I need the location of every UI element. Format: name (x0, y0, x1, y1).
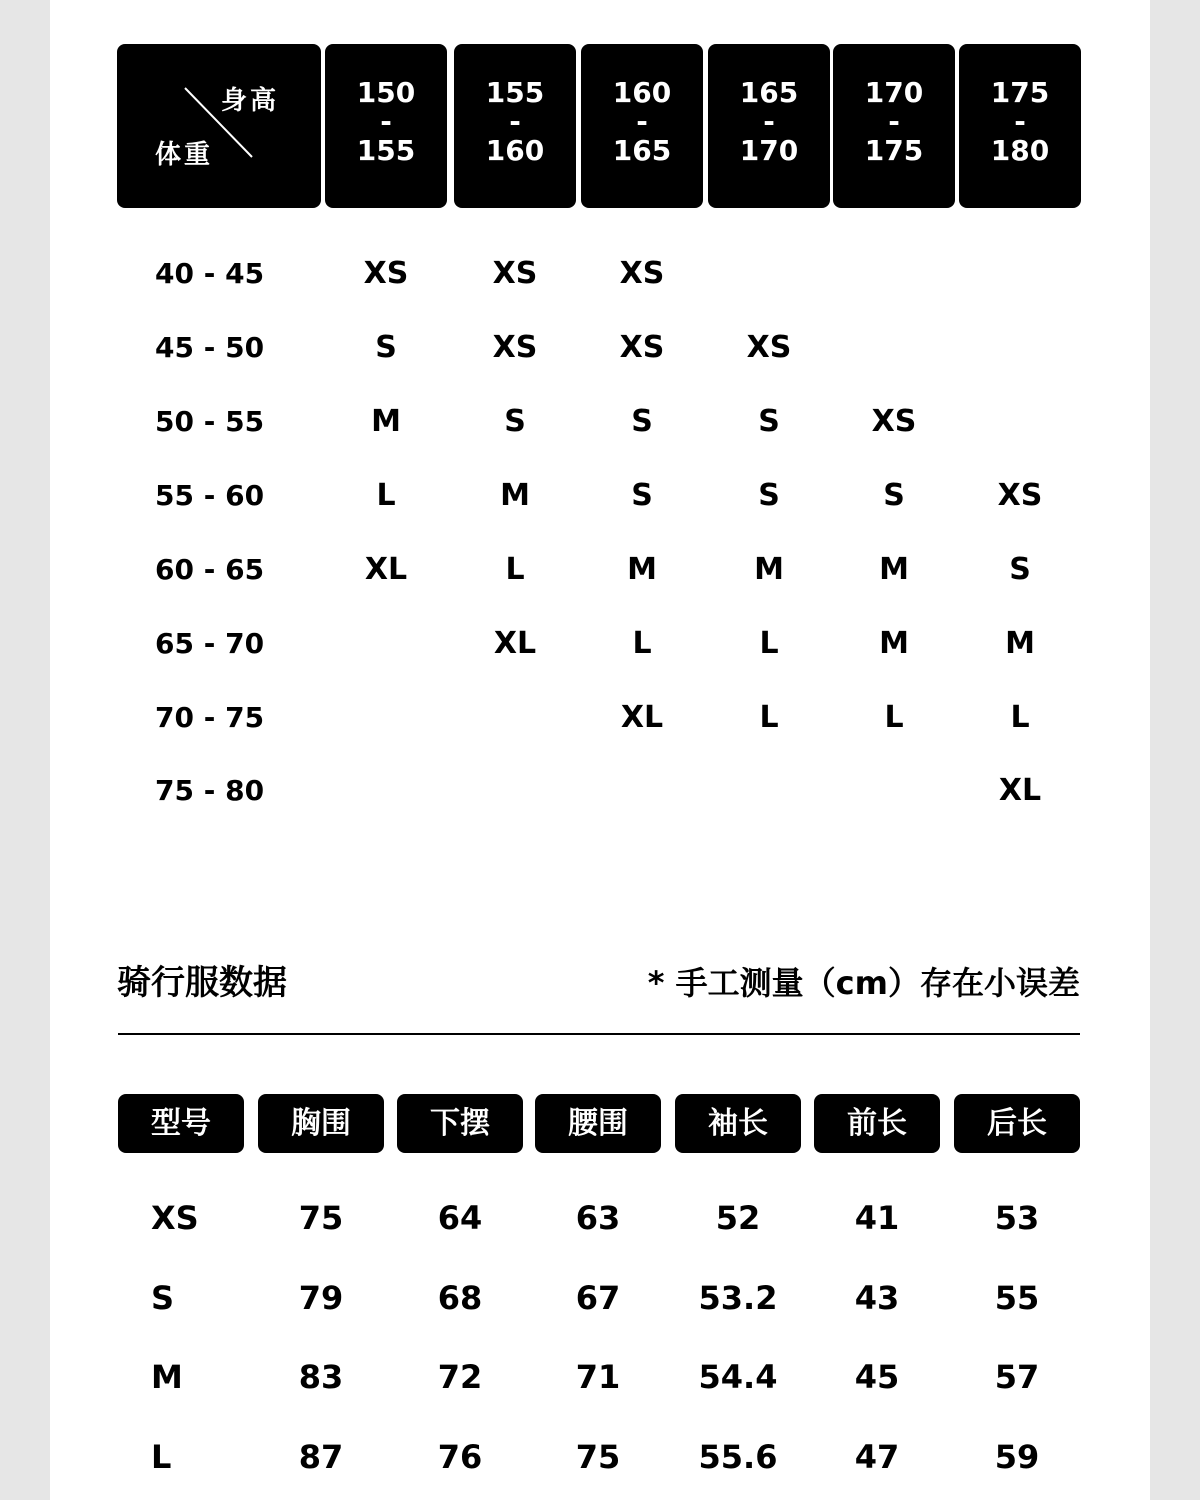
height-column-header (708, 44, 830, 208)
size-chart-row (117, 328, 1081, 368)
measurement-cell: 52 (715, 1199, 761, 1237)
height-range-end: 170 (739, 134, 799, 167)
height-weight-corner-cell (117, 44, 321, 208)
measurement-row (0, 1196, 1200, 1240)
height-range-start: 165 (739, 76, 799, 109)
size-cell: M (879, 552, 909, 587)
size-chart-header-row (117, 44, 1081, 208)
weight-label: 体重 (155, 140, 214, 170)
size-cell: S (758, 404, 780, 439)
measurement-cell: 53.2 (698, 1279, 778, 1317)
size-cell: XS (746, 330, 792, 365)
measurement-row (0, 1276, 1200, 1320)
height-range-start: 150 (356, 76, 416, 109)
height-range-separator: - (1014, 105, 1026, 138)
size-chart-row (117, 402, 1081, 442)
height-range-end: 175 (864, 134, 924, 167)
size-cell: M (627, 552, 657, 587)
measurement-cell: 76 (437, 1438, 483, 1476)
weight-range: 75 - 80 (155, 774, 265, 807)
height-range-start: 175 (990, 76, 1050, 109)
measurement-cell: 79 (298, 1279, 344, 1317)
size-cell: XS (492, 330, 538, 365)
measurement-cell: 47 (854, 1438, 900, 1476)
measurement-row (0, 1435, 1200, 1479)
size-cell: M (500, 478, 530, 513)
measurement-cell: 75 (575, 1438, 621, 1476)
size-cell: L (632, 626, 652, 661)
height-column-header (325, 44, 447, 208)
size-cell: L (759, 626, 779, 661)
weight-range: 50 - 55 (155, 405, 265, 438)
size-cell: XS (492, 256, 538, 291)
size-chart-row (117, 698, 1081, 738)
height-range-start: 155 (485, 76, 545, 109)
size-cell: S (883, 478, 905, 513)
measurement-cell: 57 (994, 1358, 1040, 1396)
height-range-separator: - (888, 105, 900, 138)
measurement-header-waist: 腰围 (535, 1094, 661, 1153)
height-range-end: 155 (356, 134, 416, 167)
size-chart-row (117, 476, 1081, 516)
measurement-cell: 63 (575, 1199, 621, 1237)
measurement-cell: 71 (575, 1358, 621, 1396)
height-range-end: 160 (485, 134, 545, 167)
measurement-row (0, 1355, 1200, 1399)
size-cell: XS (619, 256, 665, 291)
size-cell: XS (619, 330, 665, 365)
size-cell: L (376, 478, 396, 513)
weight-range: 60 - 65 (155, 553, 265, 586)
size-cell: L (759, 700, 779, 735)
measurement-cell: 72 (437, 1358, 483, 1396)
height-label: 身高 (221, 86, 280, 116)
size-cell: S (758, 478, 780, 513)
size-cell: S (375, 330, 397, 365)
height-column-header (959, 44, 1081, 208)
measurement-header-front-length: 前长 (814, 1094, 940, 1153)
diagonal-divider (117, 44, 321, 208)
size-cell: S (631, 404, 653, 439)
measurement-cell: 87 (298, 1438, 344, 1476)
measurement-cell: 75 (298, 1199, 344, 1237)
measurement-cell: 41 (854, 1199, 900, 1237)
height-range-start: 160 (612, 76, 672, 109)
measurement-cell: XS (151, 1199, 199, 1237)
measurement-cell: 55 (994, 1279, 1040, 1317)
weight-range: 45 - 50 (155, 331, 265, 364)
height-range-separator: - (509, 105, 521, 138)
measurement-header-chest: 胸围 (258, 1094, 384, 1153)
size-chart-row (117, 624, 1081, 664)
height-range-start: 170 (864, 76, 924, 109)
measurement-cell: 45 (854, 1358, 900, 1396)
size-cell: XL (620, 700, 664, 735)
height-column-header (581, 44, 703, 208)
size-cell: M (371, 404, 401, 439)
measurement-cell: 43 (854, 1279, 900, 1317)
size-cell: M (754, 552, 784, 587)
measurement-header-hem: 下摆 (397, 1094, 523, 1153)
size-cell: L (505, 552, 525, 587)
height-range-end: 165 (612, 134, 672, 167)
height-column-header (833, 44, 955, 208)
measurement-header-sleeve: 袖长 (675, 1094, 801, 1153)
measurement-header-back-length: 后长 (954, 1094, 1080, 1153)
measurement-note: * 手工测量（cm）存在小误差 (647, 964, 1080, 1002)
height-range-separator: - (763, 105, 775, 138)
section-divider (118, 1033, 1080, 1035)
size-cell: L (884, 700, 904, 735)
measurement-cell: 67 (575, 1279, 621, 1317)
size-cell: S (1009, 552, 1031, 587)
weight-range: 40 - 45 (155, 257, 265, 290)
measurement-cell: 55.6 (698, 1438, 778, 1476)
size-cell: XL (493, 626, 537, 661)
weight-range: 55 - 60 (155, 479, 265, 512)
size-cell: XL (998, 773, 1042, 808)
measurement-cell: 83 (298, 1358, 344, 1396)
size-chart-row (117, 550, 1081, 590)
measurement-cell: 53 (994, 1199, 1040, 1237)
measurement-cell: M (151, 1358, 183, 1396)
size-cell: XS (363, 256, 409, 291)
measurement-cell: 59 (994, 1438, 1040, 1476)
size-cell: L (1010, 700, 1030, 735)
height-range-end: 180 (990, 134, 1050, 167)
height-range-separator: - (636, 105, 648, 138)
height-range-separator: - (380, 105, 392, 138)
measurement-cell: 64 (437, 1199, 483, 1237)
measurement-cell: 68 (437, 1279, 483, 1317)
size-chart-row (117, 254, 1081, 294)
size-cell: XL (364, 552, 408, 587)
height-column-header (454, 44, 576, 208)
weight-range: 70 - 75 (155, 701, 265, 734)
size-cell: S (631, 478, 653, 513)
size-cell: M (879, 626, 909, 661)
measurement-cell: L (151, 1438, 172, 1476)
measurement-cell: S (151, 1279, 175, 1317)
size-cell: S (504, 404, 526, 439)
weight-range: 65 - 70 (155, 627, 265, 660)
measurement-header-model: 型号 (118, 1094, 244, 1153)
size-cell: XS (997, 478, 1043, 513)
size-guide-panel (50, 0, 1150, 1500)
size-chart-row (117, 771, 1081, 811)
measurement-cell: 54.4 (698, 1358, 778, 1396)
size-cell: M (1005, 626, 1035, 661)
size-cell: XS (871, 404, 917, 439)
section-title: 骑行服数据 (117, 963, 287, 1003)
